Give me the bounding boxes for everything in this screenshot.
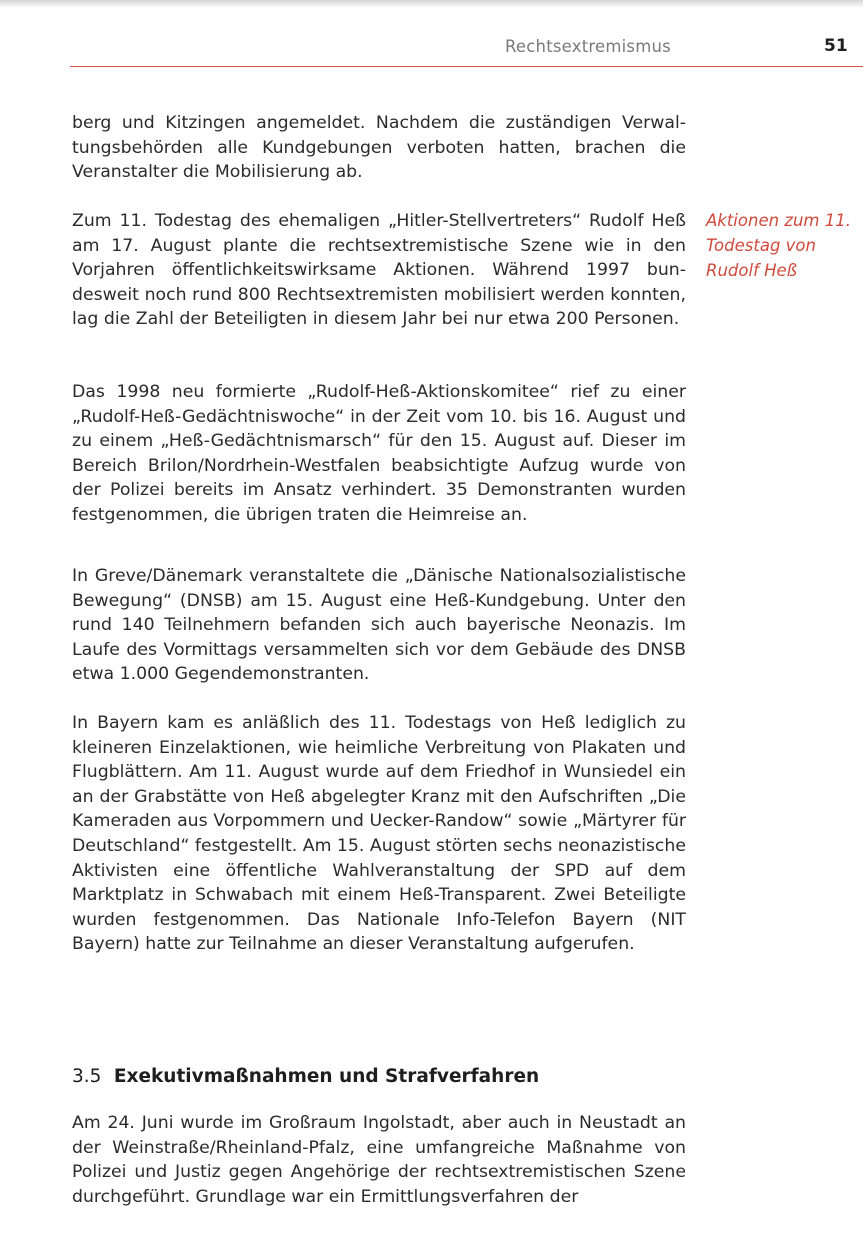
section-number: 3.5 bbox=[72, 1066, 102, 1087]
paragraph-2: Zum 11. Todestag des ehemaligen „Hitler-Stellvertreters“ Rudolf Heß am 17. August plante die rechtsextremistische Szene wie in den Vorjahren öffentlichkeitswirksame Aktionen. Während 1997 bundesweit noch rund 800 Rechtsextremisten mobilisiert werden konnten, lag die Zahl der Beteiligten in diesem Jahr bei nur etwa 200 Personen. bbox=[72, 211, 686, 330]
paragraph-6: Am 24. Juni wurde im Großraum Ingolstadt, aber auch in Neustadt an der Weinstraße/Rheinland-Pfalz, eine umfangreiche Maßnahme von Polizei und Justiz gegen Angehörige der rechtsextremistischen Szene durchgeführt. Grundlage war ein Ermittlungsverfahren der bbox=[72, 1113, 686, 1207]
header-divider bbox=[70, 66, 863, 67]
section-heading bbox=[72, 1066, 539, 1087]
margin-note: Aktionen zum 11. Todestag von Rudolf Heß bbox=[706, 211, 851, 280]
paragraph-5: In Bayern kam es anläßlich des 11. Todestags von Heß lediglich zu kleineren Einzelaktionen, wie heimliche Verbreitung von Plakaten und Flugblättern. Am 11. August wurde auf dem Friedhof in Wunsiedel ein an der Grabstätte von Heß abgelegter Kranz mit den Aufschriften „Die Kameraden aus Vorpommern und Uecker-Randow“ sowie „Märtyrer für Deutschland“ festgestellt. Am 15. August störten sechs neonazistische Aktivisten eine öffentliche Wahlveranstaltung der SPD auf dem Marktplatz in Schwabach mit einem Heß-Transparent. Zwei Beteiligte wurden festgenommen. Das Nationale Info-Telefon Bayern (NIT Bayern) hatte zur Teilnahme an dieser Veranstaltung aufgerufen. bbox=[72, 713, 686, 955]
page-number: 51 bbox=[824, 36, 848, 56]
running-header-section: Rechtsextremismus bbox=[505, 37, 671, 56]
page-top-shadow bbox=[0, 0, 863, 7]
paragraph-4: In Greve/Dänemark veranstaltete die „Dänische Nationalsozialistische Bewegung“ (DNSB) am 15. August eine Heß-Kundgebung. Unter den rund 140 Teilnehmern befanden sich auch bayerische Neonazis. Im Laufe des Vormittags versammelten sich vor dem Gebäude des DNSB etwa 1.000 Gegendemonstranten. bbox=[72, 566, 686, 685]
section-title: Exekutivmaßnahmen und Strafverfahren bbox=[113, 1066, 540, 1087]
paragraph-1: berg und Kitzingen angemeldet. Nachdem die zuständigen Verwaltungsbehörden alle Kundgebungen verboten hatten, brachen die Veranstalter die Mobilisierung ab. bbox=[72, 113, 686, 183]
paragraph-3: Das 1998 neu formierte „Rudolf-Heß-Aktionskomitee“ rief zu einer „Rudolf-Heß-Gedächtniswoche“ in der Zeit vom 10. bis 16. August und zu einem „Heß-Gedächtnismarsch“ für den 15. August auf. Dieser im Bereich Brilon/Nordrhein-Westfalen beabsichtigte Aufzug wurde von der Polizei bereits im Ansatz verhindert. 35 Demonstranten wurden festgenommen, die übrigen traten die Heimreise an. bbox=[72, 382, 686, 525]
